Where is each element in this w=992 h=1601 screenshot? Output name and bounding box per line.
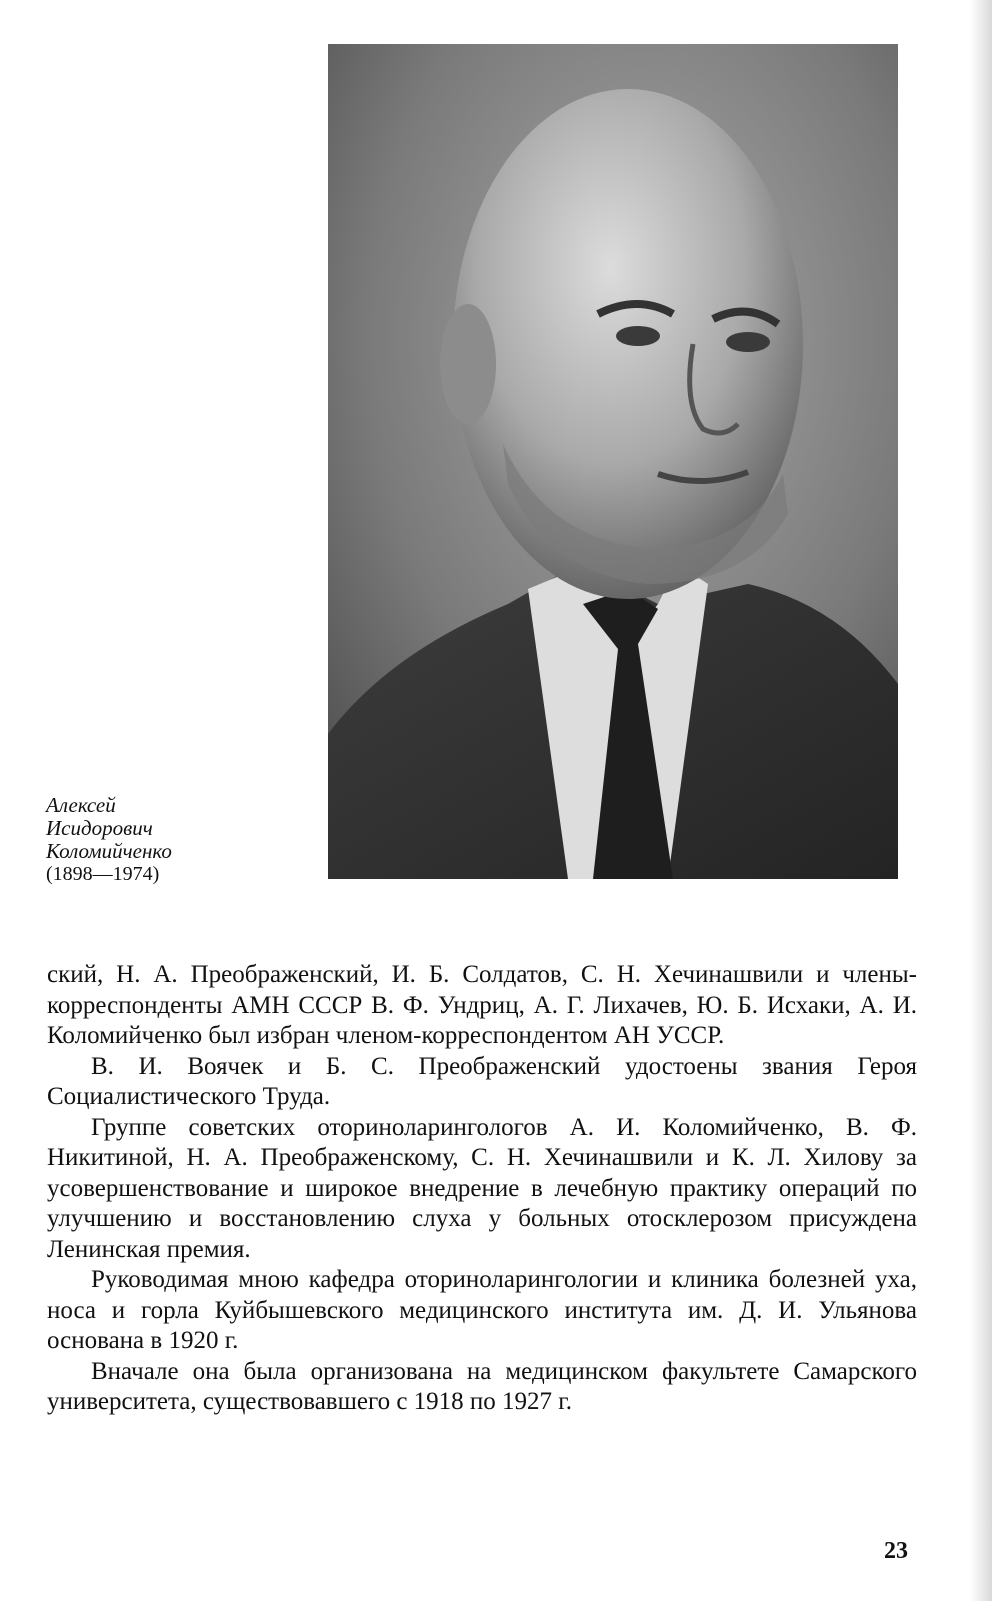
- paragraph-2: В. И. Воячек и Б. С. Преображенский удостоены звания Героя Социалистического Труда.: [47, 1052, 917, 1110]
- paragraph-1: ский, Н. А. Преображенский, И. Б. Солдатов, С. Н. Хечинашвили и члены-корреспонденты АМН СССР В. Ф. Ундриц, А. Г. Лихачев, Ю. Б. Исхаки, А. И. Коломийченко был избран членом-корреспондентом АН УССР.: [47, 961, 917, 1049]
- caption-dates: (1898—1974): [46, 863, 160, 885]
- paragraph-3: Группе советских оториноларингологов А. И. Коломийченко, В. Ф. Никитиной, Н. А. Преображенскому, С. Н. Хечинашвили и К. Л. Хилову за усовершенствование и широкое внедрение в лечебную практику операций по улучшению и восстановлению слуха у больных отосклерозом присуждена Ленинская премия.: [47, 1113, 917, 1263]
- portrait-caption: [46, 794, 296, 886]
- paragraph-4: Руководимая мною кафедра оториноларингологии и клиника болезней уха, носа и горла Куйбышевского медицинского института им. Д. И. Ульянова основана в 1920 г.: [47, 1266, 917, 1354]
- paragraph-5: Вначале она была организована на медицинском факультете Самарского университета, существовавшего с 1918 по 1927 г.: [47, 1357, 917, 1415]
- caption-patronymic: Исидорович: [46, 816, 153, 840]
- page-number: 23: [884, 1538, 908, 1564]
- caption-surname: Коломийченко: [46, 839, 172, 863]
- body-text: [47, 960, 917, 1418]
- portrait-photo: [328, 44, 898, 879]
- page-edge-shadow: [970, 0, 992, 1601]
- caption-first-name: Алексей: [46, 793, 116, 817]
